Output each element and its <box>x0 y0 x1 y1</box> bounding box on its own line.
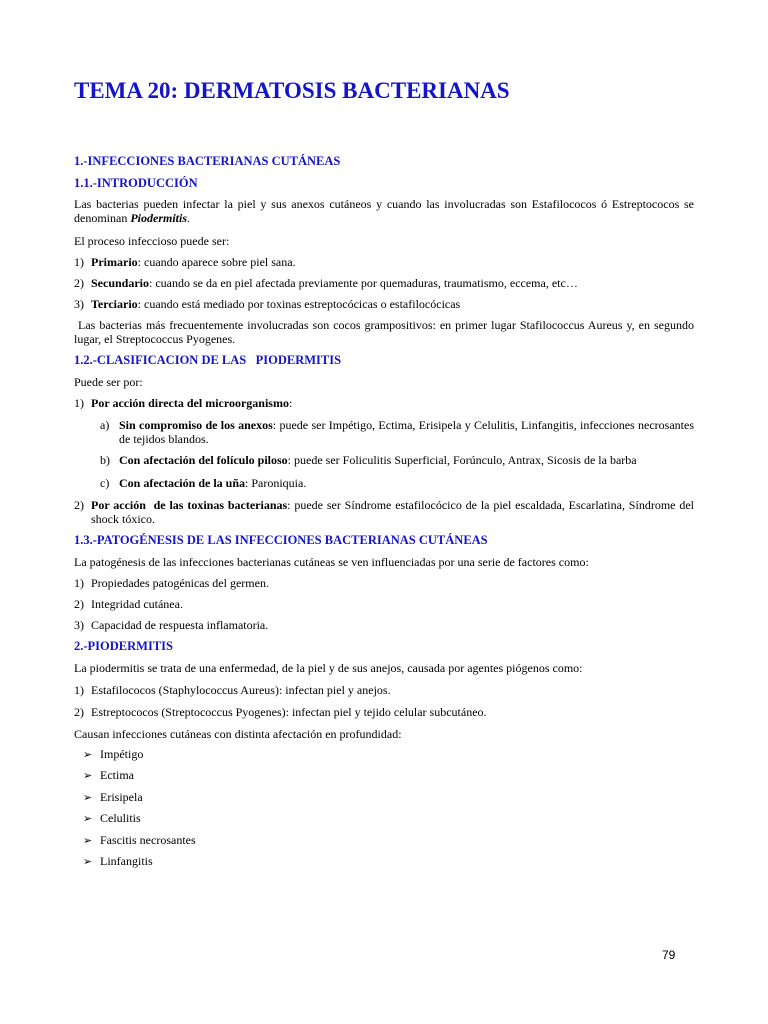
piodermitis-paragraph-1: La piodermitis se trata de una enfermedad, de la piel y de sus anejos, causada por agentes piógenos como: <box>74 661 583 675</box>
list-item <box>74 705 694 719</box>
list-label: Por acción de las toxinas bacterianas <box>91 498 288 512</box>
list-label: Primario <box>91 255 138 269</box>
subsection-heading-classification: 1.2.-CLASIFICACION DE LAS PIODERMITIS <box>74 353 342 367</box>
bullet-item <box>83 768 134 783</box>
arrowhead-bullet-icon: ➢ <box>83 812 93 825</box>
bullet-text: Celulitis <box>100 811 141 825</box>
list-item <box>74 618 694 632</box>
list-item <box>74 276 694 290</box>
bullet-text: Erisipela <box>100 790 143 804</box>
list-number: 2) <box>74 498 84 512</box>
piodermitis-paragraph-2: Causan infecciones cutáneas con distinta afectación en profundidad: <box>74 727 402 741</box>
list-item <box>74 297 694 311</box>
list-label: Secundario <box>91 276 150 290</box>
list-number: 2) <box>74 705 84 719</box>
sub-list-label: Con afectación de la uña <box>119 476 245 490</box>
list-number: 2) <box>74 597 84 611</box>
pathogenesis-paragraph: La patogénesis de las infecciones bacterianas cutáneas se ven influenciadas por una serie de factores como: <box>74 555 589 569</box>
intro-paragraph-2: El proceso infeccioso puede ser: <box>74 234 230 248</box>
bullet-text: Linfangitis <box>100 854 153 868</box>
sub-list-item <box>100 453 694 467</box>
list-number: 1) <box>74 683 84 697</box>
intro-text: Las bacterias pueden infectar la piel y sus anexos cutáneos y cuando las involucradas son Estafilococos ó Estreptococos se denominan <box>74 197 694 225</box>
subsection-heading-pathogenesis: 1.3.-PATOGÉNESIS DE LAS INFECCIONES BACTERIANAS CUTÁNEAS <box>74 533 488 547</box>
sub-list-letter: a) <box>100 418 110 432</box>
bullet-item <box>83 811 141 826</box>
sub-list-label: Con afectación del folículo piloso <box>119 453 288 467</box>
list-item <box>74 255 694 269</box>
list-number: 1) <box>74 255 84 269</box>
sub-list-text: : Paroniquia. <box>245 476 307 490</box>
list-text: : cuando está mediado por toxinas estreptocócicas o estafilocócicas <box>137 297 461 311</box>
list-text: : puede ser Síndrome estafilocócico de la piel escaldada, Escarlatina, Síndrome del shock tóxico. <box>91 498 694 526</box>
list-text: Estafilococos (Staphylococcus Aureus): infectan piel y anejos. <box>91 683 391 697</box>
list-text: Estreptococos (Streptococcus Pyogenes): infectan piel y tejido celular subcutáneo. <box>91 705 487 719</box>
bullet-item <box>83 833 196 848</box>
list-item <box>74 396 694 410</box>
list-text: Capacidad de respuesta inflamatoria. <box>91 618 269 632</box>
bullet-text: Fascitis necrosantes <box>100 833 196 847</box>
page-title: TEMA 20: DERMATOSIS BACTERIANAS <box>74 78 510 103</box>
bullet-item <box>83 854 153 869</box>
bullet-text: Impétigo <box>100 747 144 761</box>
list-item <box>74 498 694 526</box>
list-number: 1) <box>74 396 84 410</box>
classification-paragraph: Puede ser por: <box>74 375 143 389</box>
arrowhead-bullet-icon: ➢ <box>83 855 93 868</box>
sub-list-letter: c) <box>100 476 110 490</box>
section-heading-2: 2.-PIODERMITIS <box>74 639 173 653</box>
intro-paragraph-1 <box>74 197 694 225</box>
list-text: : cuando se da en piel afectada previamente por quemaduras, traumatismo, eccema, etc… <box>149 276 578 290</box>
list-item <box>74 683 694 697</box>
sub-list-text: : puede ser Impétigo, Ectima, Erisipela y Celulitis, Linfangitis, infecciones necrosantes de tejidos blandos. <box>119 418 694 446</box>
list-item <box>74 597 694 611</box>
list-number: 3) <box>74 618 84 632</box>
subsection-heading-intro: 1.1.-INTRODUCCIÓN <box>74 176 198 190</box>
bullet-item <box>83 747 143 762</box>
sub-list-label: Sin compromiso de los anexos <box>119 418 273 432</box>
list-item <box>74 576 694 590</box>
list-text: Integridad cutánea. <box>91 597 183 611</box>
intro-period: . <box>187 211 190 225</box>
sub-list-text: : puede ser Foliculitis Superficial, Forúnculo, Antrax, Sicosis de la barba <box>287 453 637 467</box>
sub-list-letter: b) <box>100 453 110 467</box>
list-number: 3) <box>74 297 84 311</box>
list-label: Por acción directa del microorganismo <box>91 396 289 410</box>
list-label: Terciario <box>91 297 138 311</box>
list-number: 2) <box>74 276 84 290</box>
sub-list-item <box>100 476 694 490</box>
arrowhead-bullet-icon: ➢ <box>83 791 93 804</box>
arrowhead-bullet-icon: ➢ <box>83 834 93 847</box>
bullet-text: Ectima <box>100 768 134 782</box>
bullet-item <box>83 790 143 805</box>
list-number: 1) <box>74 576 84 590</box>
arrowhead-bullet-icon: ➢ <box>83 769 93 782</box>
intro-paragraph-3: Las bacterias más frecuentemente involucradas son cocos grampositivos: en primer lugar Stafilococcus Aureus y, en segundo lugar, el Streptococcus Pyogenes. <box>74 318 697 346</box>
page-number: 79 <box>662 948 676 962</box>
section-heading-1: 1.-INFECCIONES BACTERIANAS CUTÁNEAS <box>74 154 341 168</box>
arrowhead-bullet-icon: ➢ <box>83 748 93 761</box>
intro-term: Piodermitis <box>130 211 187 225</box>
sub-list-item <box>100 418 694 446</box>
list-text: : <box>288 396 293 410</box>
list-text: Propiedades patogénicas del germen. <box>91 576 269 590</box>
list-text: : cuando aparece sobre piel sana. <box>137 255 296 269</box>
